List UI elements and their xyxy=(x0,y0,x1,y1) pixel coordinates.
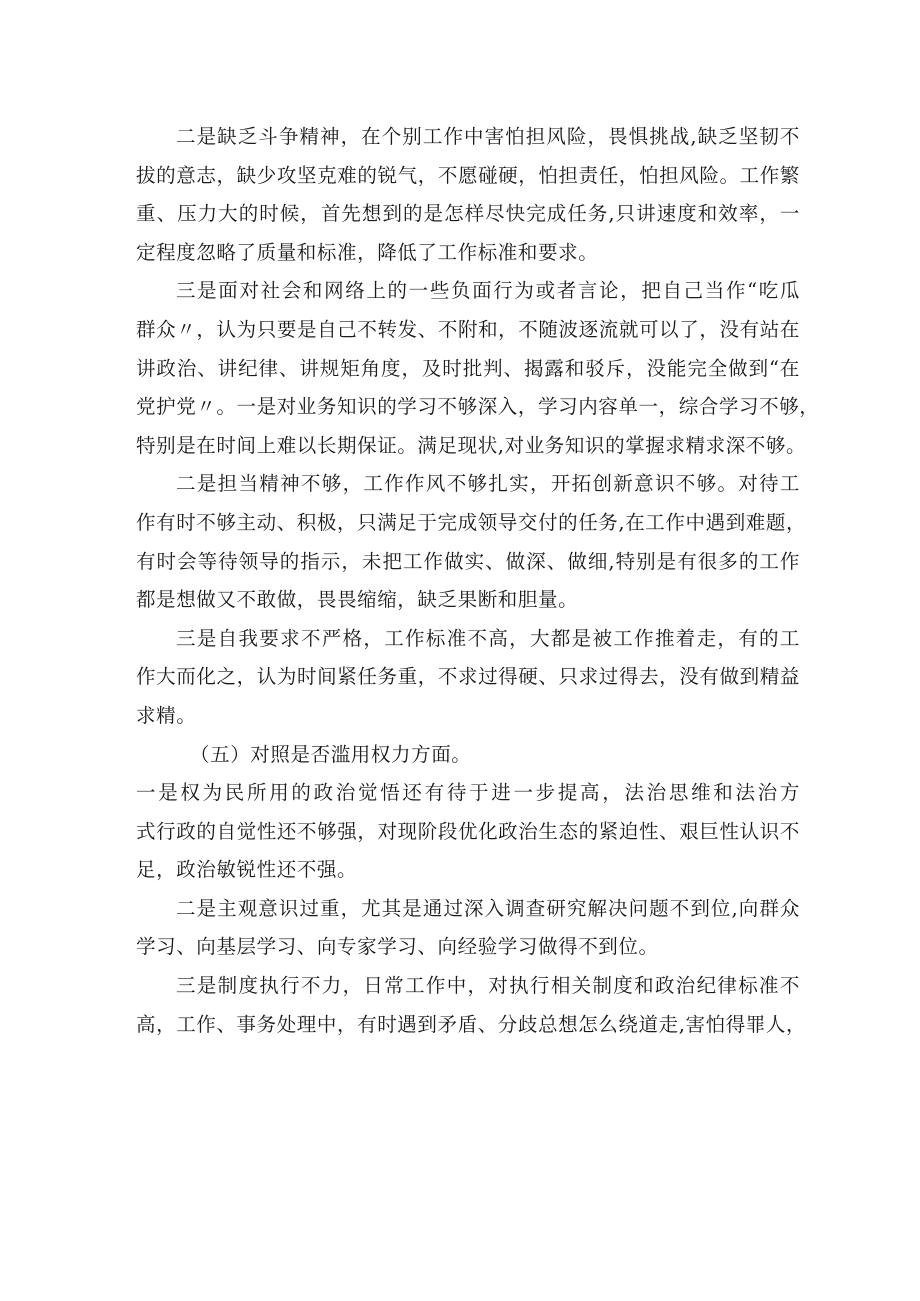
document-body xyxy=(136,118,820,1044)
text-line: 定程度忽略了质量和标准，降低了工作标准和要求。 xyxy=(136,240,599,264)
text-line: 二是担当精神不够，工作作风不够扎实，开拓创新意识不够。对待工 xyxy=(176,472,800,496)
text-line: 三是制度执行不力，日常工作中，对执行相关制度和政治纪律标准不 xyxy=(176,974,800,998)
text-line: 都是想做又不敢做，畏畏缩缩，缺乏果断和胆量。 xyxy=(136,588,579,612)
text-line: 讲政治、讲纪律、讲规矩角度，及时批判、揭露和驳斥，没能完全做到“在 xyxy=(136,356,800,380)
text-line: 高，工作、事务处理中，有时遇到矛盾、分歧总想怎么绕道走,害怕得罪人， xyxy=(136,1012,807,1036)
text-line: 作有时不够主动、积极，只满足于完成领导交付的任务,在工作中遇到难题， xyxy=(136,510,807,534)
text-line: 三是面对社会和网络上的一些负面行为或者言论，把自己当作“吃瓜 xyxy=(176,279,800,303)
text-line: 求精。 xyxy=(136,703,197,727)
text-line: 作大而化之，认为时间紧任务重，不求过得硬、只求过得去，没有做到精益 xyxy=(136,665,800,689)
text-line: 拔的意志，缺少攻坚克难的锐气，不愿碰硬，怕担责任，怕担风险。工作繁 xyxy=(136,163,800,187)
text-line: 特别是在时间上难以长期保证。满足现状,对业务知识的掌握求精求深不够。 xyxy=(136,433,807,457)
text-line: 一是权为民所用的政治觉悟还有待于进一步提高，法治思维和法治方 xyxy=(136,781,800,805)
section-heading: （五）对照是否滥用权力方面。 xyxy=(190,742,472,766)
text-line: 学习、向基层学习、向专家学习、向经验学习做得不到位。 xyxy=(136,935,659,959)
text-line: 群众〃，认为只要是自己不转发、不附和，不随波逐流就可以了，没有站在 xyxy=(136,317,800,341)
text-line: 二是主观意识过重，尤其是通过深入调查研究解决问题不到位,向群众 xyxy=(176,896,800,920)
text-line: 党护党〃。一是对业务知识的学习不够深入，学习内容单一，综合学习不够， xyxy=(136,395,820,419)
text-line: 式行政的自觉性还不够强，对现阶段优化政治生态的紧迫性、艰巨性认识不 xyxy=(136,819,800,843)
text-line: 足，政治敏锐性还不强。 xyxy=(136,858,358,882)
text-line: 重、压力大的时候，首先想到的是怎样尽快完成任务,只讲速度和效率，一 xyxy=(136,202,800,226)
text-line: 二是缺乏斗争精神，在个别工作中害怕担风险，畏惧挑战,缺乏坚韧不 xyxy=(176,125,800,148)
text-line: 三是自我要求不严格，工作标准不高，大都是被工作推着走，有的工 xyxy=(176,626,800,650)
text-line: 有时会等待领导的指示，未把工作做实、做深、做细,特别是有很多的工作 xyxy=(136,549,800,573)
